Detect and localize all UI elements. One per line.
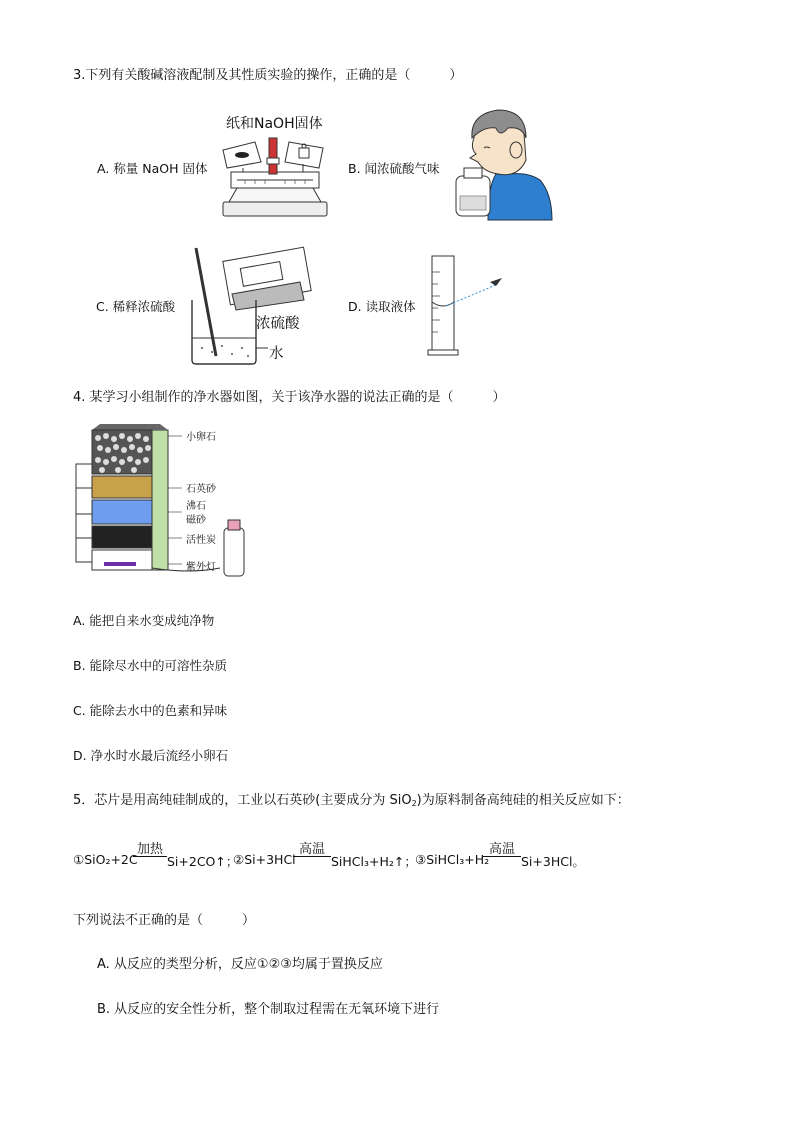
- dilution-illustration: [188, 244, 323, 366]
- q3-c-water-label: 水: [269, 346, 284, 362]
- q3-option-c[interactable]: C. 稀释浓硫酸: [96, 299, 176, 314]
- eq2-arrow: [293, 856, 331, 857]
- eq2-left: ②Si+3HCl: [233, 852, 296, 867]
- water-purifier-illustration: [70, 424, 250, 580]
- eq1-condition: 加热: [136, 842, 163, 857]
- layer-label-quartz-sand: 石英砂: [186, 484, 216, 495]
- q4-option-b[interactable]: B. 能除尽水中的可溶性杂质: [73, 658, 228, 673]
- eq3-left: ③SiHCl₃+H₂: [415, 852, 490, 867]
- q4-option-d[interactable]: D. 净水时水最后流经小卵石: [73, 748, 229, 763]
- eq2-condition: 高温: [298, 842, 325, 857]
- layer-label-uv-lamp: 紫外灯: [186, 562, 216, 573]
- q3-option-a[interactable]: A. 称量 NaOH 固体: [97, 161, 208, 176]
- q4-option-a[interactable]: A. 能把自来水变成纯净物: [73, 613, 215, 628]
- layer-label-activated-carbon: 活性炭: [186, 535, 216, 546]
- eq3-condition: 高温: [488, 842, 515, 857]
- graduated-cylinder-illustration: [424, 252, 534, 358]
- layer-label-zeolite: 沸石: [186, 501, 206, 512]
- q5-option-b[interactable]: B. 从反应的安全性分析，整个制取过程需在无氧环境下进行: [97, 1002, 440, 1017]
- q3-option-b[interactable]: B. 闻浓硫酸气味: [348, 161, 440, 176]
- q4-option-c[interactable]: C. 能除去水中的色素和异味: [73, 703, 228, 718]
- eq2-right: SiHCl₃+H₂↑；: [331, 854, 417, 869]
- q5-option-a[interactable]: A. 从反应的类型分析，反应①②③均属于置换反应: [97, 957, 383, 972]
- person-smelling-illustration: [448, 108, 556, 220]
- q5-ask: 下列说法不正确的是（ ）: [73, 913, 256, 928]
- q4-stem: 4. 某学习小组制作的净水器如图，关于该净水器的说法正确的是（ ）: [73, 390, 506, 405]
- eq1-right: Si+2CO↑；: [167, 854, 239, 869]
- eq3-arrow: [483, 856, 521, 857]
- q3-option-d[interactable]: D. 读取液体: [348, 299, 416, 314]
- layer-label-magnetic-sand: 磁砂: [186, 515, 206, 526]
- q5-stem: 5．芯片是用高纯硅制成的，工业以石英砂(主要成分为 SiO$_2$)为原料制备高纯硅的相关反应如下：: [73, 793, 630, 808]
- eq3-right: Si+3HCl。: [521, 854, 585, 869]
- layer-label-pebbles: 小卵石: [186, 432, 216, 443]
- q3-stem: 3.下列有关酸碱溶液配制及其性质实验的操作，正确的是（ ）: [73, 68, 463, 83]
- q3-a-figure-label: 纸和NaOH固体: [226, 116, 323, 132]
- q3-c-acid-label: 浓硫酸: [256, 316, 300, 332]
- balance-illustration: [215, 128, 335, 220]
- eq1-left: ①SiO₂+2C: [73, 852, 138, 867]
- eq1-arrow: [133, 856, 167, 857]
